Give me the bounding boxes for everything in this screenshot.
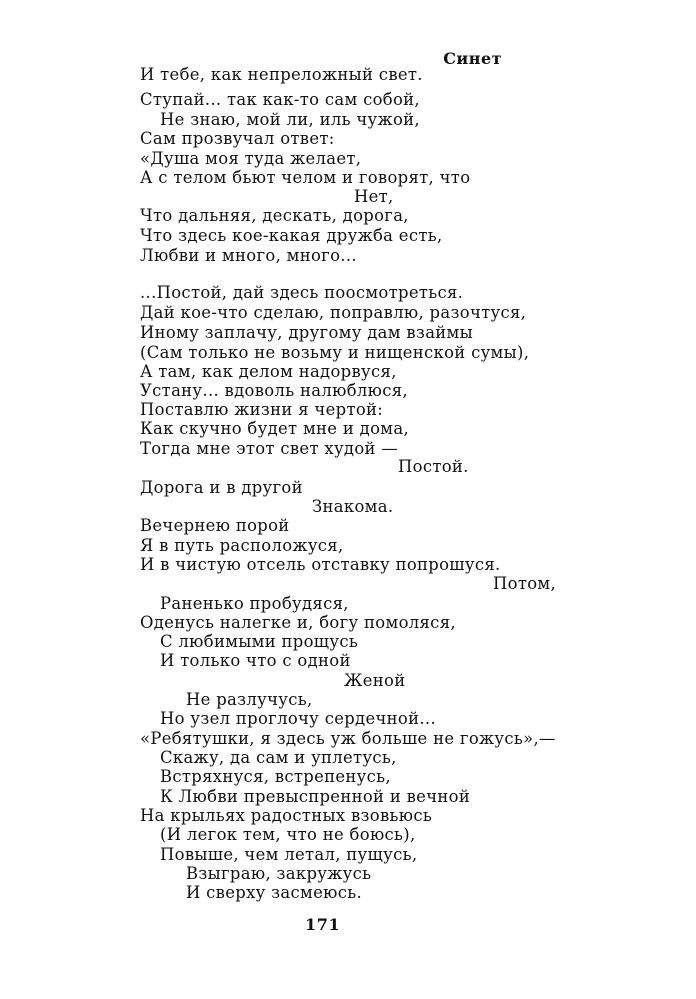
poem-line-4: Сам прозвучал ответ: [140, 129, 335, 148]
poem-line-17: Поставлю жизни я чертой: [140, 400, 384, 419]
poem-line-11: ...Постой, дай здесь поосмотреться. [140, 283, 464, 302]
poem-line-7: Нет, [354, 187, 394, 206]
poem-line-24: Я в путь расположуся, [140, 536, 344, 555]
poem-line-27: Раненько пробудяся, [160, 594, 349, 613]
poem-line-10: Любви и много, много... [140, 246, 357, 265]
poem-line-1: И тебе, как непреложный свет. [140, 65, 423, 84]
poem-line-38: На крыльях радостных взовьюсь [140, 806, 433, 825]
poem-line-19: Тогда мне этот свет худой — [140, 439, 399, 458]
poem-line-22: Знакома. [312, 497, 394, 516]
poem-line-12: Дай кое-что сделаю, поправлю, разочтуся, [140, 303, 527, 322]
page-number: 171 [305, 915, 341, 934]
poem-line-32: Не разлучусь, [186, 690, 313, 709]
poem-line-40: Повыше, чем летал, пущусь, [160, 845, 418, 864]
poem-line-9: Что здесь кое-какая дружба есть, [140, 226, 443, 245]
poem-line-6: А с телом бьют челом и говорят, что [140, 168, 471, 187]
poem-line-25: И в чистую отсель отставку попрошуся. [140, 555, 501, 574]
poem-line-28: Оденусь налегке и, богу помоляся, [140, 613, 456, 632]
poem-line-41: Взыграю, закружусь [186, 864, 372, 883]
poem-line-16: Устану... вдоволь налюблюся, [140, 381, 408, 400]
poem-line-2: Ступай... так как-то сам собой, [140, 90, 420, 109]
poem-line-14: (Сам только не возьму и нищенской сумы), [140, 343, 530, 362]
poem-line-13: Иному заплачу, другому дам взаймы [140, 323, 474, 342]
poem-line-30: И только что с одной [160, 651, 351, 670]
poem-line-21: Дорога и в другой [140, 478, 303, 497]
poem-line-42: И сверху засмеюсь. [186, 883, 363, 902]
running-head: Синет [443, 49, 502, 68]
poem-line-23: Вечернею порой [140, 516, 290, 535]
poem-line-36: Встряхнуся, встрепенусь, [160, 767, 391, 786]
poem-line-18: Как скучно будет мне и дома, [140, 419, 409, 438]
poem-line-29: С любимыми прощусь [160, 632, 359, 651]
poem-line-3: Не знаю, мой ли, иль чужой, [160, 110, 420, 129]
poem-line-33: Но узел проглочу сердечной... [160, 709, 436, 728]
poem-line-15: А там, как делом надорвуся, [140, 362, 397, 381]
poem-line-35: Скажу, да сам и уплетусь, [160, 748, 397, 767]
poem-line-8: Что дальняя, дескать, дорога, [140, 206, 409, 225]
poem-line-5: «Душа моя туда желает, [140, 149, 362, 168]
poem-line-26: Потом, [493, 574, 557, 593]
poem-line-37: К Любви превыспренной и вечной [160, 787, 471, 806]
poem-line-20: Постой. [398, 457, 469, 476]
poem-line-34: «Ребятушки, я здесь уж больше не гожусь»,— [140, 729, 556, 748]
poem-line-31: Женой [344, 671, 406, 690]
poem-line-39: (И легок тем, что не боюсь), [160, 825, 416, 844]
